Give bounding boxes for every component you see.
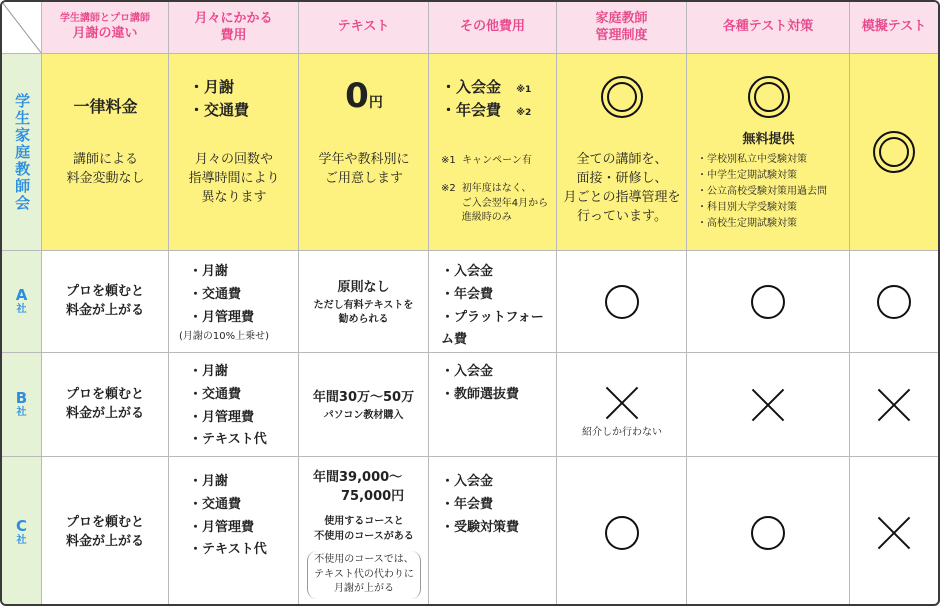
list-item: ・学校別私立中受験対策 [697,154,807,165]
list-item: ・高校生定期試験対策 [697,218,797,229]
list-item: ・入会金 [441,264,494,279]
list-item: ・交通費 [189,386,242,402]
text-note-parenthesis: 不使用のコースでは、 テキスト代の代わりに 月謝が上がる [307,551,421,599]
double-circle-mark [748,76,790,118]
b-mock-test [850,353,938,457]
a-monthly-cost: ・月謝 ・交通費 ・月管理費 (月謝の10%上乗せ) [169,251,299,353]
list-item: ・月謝 [189,474,229,489]
cross-mark [877,516,911,550]
main-management: 全ての講師を、 面接・研修し、 月ごとの指導管理を 行っています。 [557,54,687,251]
a-management [557,251,687,353]
cross-mark [751,388,785,422]
list-item: ・交通費 [189,286,242,302]
b-test-prep [687,353,850,457]
list-item: ・公立高校受験対策用過去問 [697,186,827,197]
header-fee-difference: 学生講師とプロ講師 月謝の違い [42,2,169,54]
main-other-costs: ・入会金 ※1 ・年会費 ※2 ※1 キャンペーン有 ※2 初年度はなく、 ご入会翌年4月から 進級時のみ [429,54,557,251]
circle-mark [751,516,785,550]
list-item: ・入会金 [441,364,494,379]
row-label-main-text: 学生家庭教師会 [13,92,32,212]
main-text: 0 円 学年や教科別に ご用意します [299,54,429,251]
list-item: ・月謝 [189,364,229,379]
list-item: ・月謝 [189,78,235,96]
a-test-prep [687,251,850,353]
circle-mark [605,285,639,319]
c-text: 年間39,000～ 75,000円 使用するコースと 不使用のコースがある 不使用のコースでは、 テキスト代の代わりに 月謝が上がる [299,457,429,606]
c-management [557,457,687,606]
circle-mark [605,516,639,550]
c-fee-difference: プロを頼むと 料金が上がる [42,457,169,606]
list-item: ・教師選抜費 [441,386,520,402]
c-other-costs [429,457,557,606]
list-item: ・月管理費 [189,309,255,325]
a-other-costs [429,251,557,353]
c-mock-test [850,457,938,606]
header-mock-test: 模擬テスト [850,2,938,54]
text-price: 0 [345,76,369,116]
double-circle-mark [601,76,643,118]
list-item: ・受験対策費 [441,519,520,535]
cross-mark [877,388,911,422]
header-text: テキスト [299,2,429,54]
main-fee-difference: 一律料金 講師による 料金変動なし [42,54,169,251]
circle-mark [751,285,785,319]
corner-cell [2,2,42,54]
c-test-prep [687,457,850,606]
row-label-a: A 社 [2,251,42,353]
list-item: ・テキスト代 [189,432,267,448]
list-item: ・交通費 [189,496,242,512]
a-mock-test [850,251,938,353]
header-monthly-cost: 月々にかかる 費用 [169,2,299,54]
list-item: ・月管理費 [189,519,255,535]
list-item: ・科目別大学受験対策 [697,202,797,213]
header-management: 家庭教師 管理制度 [557,2,687,54]
list-item: ・プラットフォーム費 [441,309,544,348]
c-monthly-cost [169,457,299,606]
list-item: ・年会費 [441,286,494,302]
cross-mark [605,386,639,420]
list-item: ・年会費 [441,496,494,512]
a-text: 原則なし ただし有料テキストを 勧められる [299,251,429,353]
row-label-main [2,54,42,251]
diagonal-line [2,2,42,54]
list-item: ・年会費 ※2 [441,101,532,120]
b-text: 年間30万～50万 パソコン教材購入 [299,353,429,457]
list-item: ・テキスト代 [189,542,267,558]
list-item: ・月謝 [189,264,229,279]
list-item: ・中学生定期試験対策 [697,170,797,181]
list-item: ・入会金 ※1 [441,78,532,96]
main-monthly-cost: ・月謝 ・交通費 月々の回数や 指導時間により 異なります [169,54,299,251]
header-test-prep: 各種テスト対策 [687,2,850,54]
main-mock-test [850,54,938,251]
row-label-c: C 社 [2,457,42,606]
b-fee-difference: プロを頼むと 料金が上がる [42,353,169,457]
list-item: ・入会金 [441,474,494,489]
main-test-prep: 無料提供 ・学校別私立中受験対策 ・中学生定期試験対策 ・公立高校受験対策用過去問 ・科目別大学受験対策 ・高校生定期試験対策 [687,54,850,251]
list-item: ・月管理費 [189,409,255,425]
circle-mark [877,285,911,319]
row-label-b: B 社 [2,353,42,457]
list-item: ・交通費 [189,101,250,120]
b-other-costs [429,353,557,457]
b-management: 紹介しか行わない [557,353,687,457]
b-monthly-cost [169,353,299,457]
double-circle-mark [873,131,915,173]
header-other-costs: その他費用 [429,2,557,54]
a-fee-difference: プロを頼むと 料金が上がる [42,251,169,353]
